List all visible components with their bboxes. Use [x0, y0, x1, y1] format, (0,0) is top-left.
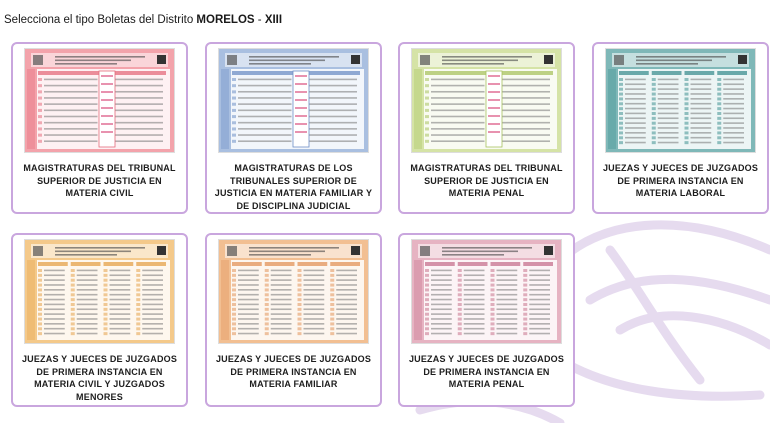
qr-code-icon [157, 246, 166, 255]
district-name: MORELOS [196, 14, 255, 26]
qr-code-icon [157, 55, 166, 64]
ballot-preview [25, 240, 174, 343]
ine-logo-icon [420, 55, 430, 65]
ballot-thumbnail [411, 239, 562, 344]
ine-logo-icon [420, 246, 430, 256]
ballot-thumbnail [24, 239, 175, 344]
ballot-preview [412, 240, 561, 343]
qr-code-icon [351, 55, 360, 64]
qr-code-icon [544, 246, 553, 255]
ballot-card[interactable] [205, 233, 382, 407]
ballot-preview [25, 49, 174, 152]
ballot-label: MAGISTRATURAS DEL TRIBUNAL SUPERIOR DE JUSTICIA EN MATERIA CIVIL [23, 163, 176, 198]
ballot-preview [219, 49, 368, 152]
title-separator: - [257, 14, 262, 26]
ballot-label: JUEZAS Y JUECES DE JUZGADOS DE PRIMERA INSTANCIA EN MATERIA PENAL [408, 354, 565, 389]
page-title [4, 14, 282, 26]
ballot-card[interactable] [11, 42, 188, 214]
ine-logo-icon [33, 246, 43, 256]
qr-code-icon [351, 246, 360, 255]
ballot-label: MAGISTRATURAS DE LOS TRIBUNALES SUPERIOR DE JUSTICIA EN MATERIA FAMILIAR Y DE DISCIPLINA JUDICIAL [214, 163, 373, 211]
ballot-card[interactable] [592, 42, 769, 214]
ine-logo-icon [33, 55, 43, 65]
ballot-preview [412, 49, 561, 152]
ballot-label: MAGISTRATURAS DEL TRIBUNAL SUPERIOR DE JUSTICIA EN MATERIA PENAL [410, 163, 563, 198]
ballot-thumbnail [605, 48, 756, 153]
district-number: XIII [264, 14, 283, 26]
ballot-thumbnail [218, 239, 369, 344]
qr-code-icon [544, 55, 553, 64]
ine-logo-icon [227, 246, 237, 256]
ballot-label: JUEZAS Y JUECES DE JUZGADOS DE PRIMERA INSTANCIA EN MATERIA CIVIL Y JUZGADOS MENORES [21, 354, 178, 402]
ballot-thumbnail [24, 48, 175, 153]
ballot-label: JUEZAS Y JUECES DE JUZGADOS DE PRIMERA INSTANCIA EN MATERIA FAMILIAR [215, 354, 372, 389]
ballot-card[interactable] [205, 42, 382, 214]
ine-logo-icon [614, 55, 624, 65]
ballot-card[interactable] [398, 233, 575, 407]
ballot-thumbnail [411, 48, 562, 153]
ballot-preview [219, 240, 368, 343]
ine-logo-icon [227, 55, 237, 65]
ballot-label: JUEZAS Y JUECES DE JUZGADOS DE PRIMERA INSTANCIA EN MATERIA LABORAL [602, 163, 759, 198]
ballot-card[interactable] [398, 42, 575, 214]
ballot-thumbnail [218, 48, 369, 153]
ballot-preview [606, 49, 755, 152]
qr-code-icon [738, 55, 747, 64]
title-prefix: Selecciona el tipo Boletas del Distrito [4, 14, 194, 26]
ballot-card[interactable] [11, 233, 188, 407]
